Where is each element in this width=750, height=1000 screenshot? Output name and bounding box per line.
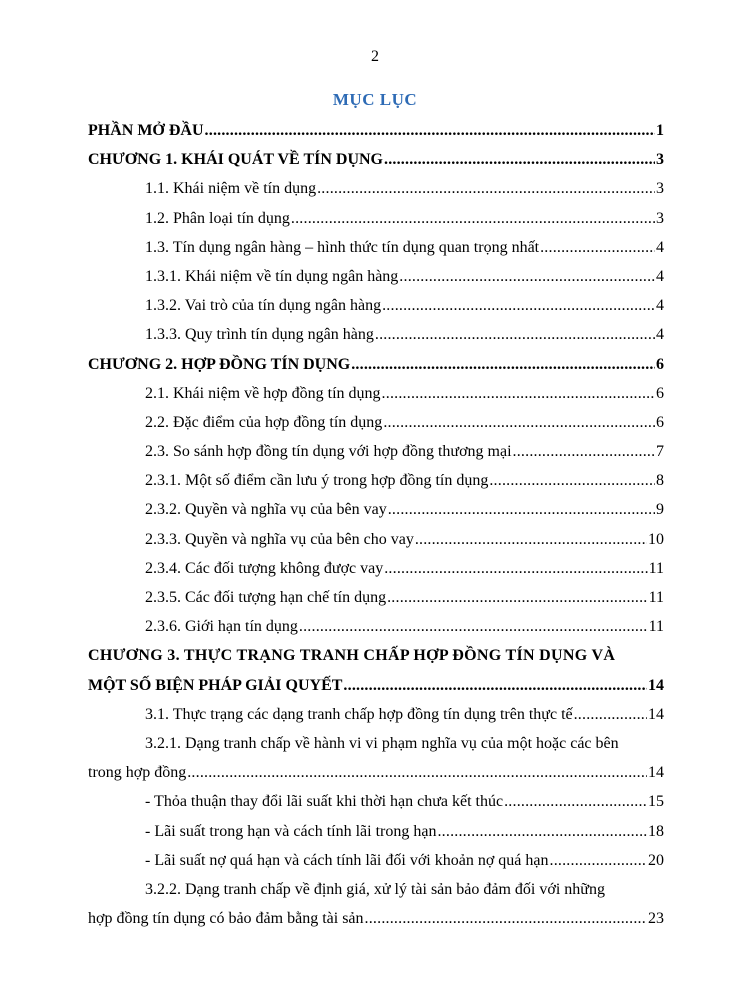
toc-entry-text: 1.2. Phân loại tín dụng: [145, 209, 290, 227]
page-number: 2: [371, 48, 379, 65]
toc-entry-page: 14: [648, 764, 664, 782]
toc-entry-2-3-2[interactable]: [88, 495, 664, 524]
toc-entry-text: - Thỏa thuận thay đổi lãi suất khi thời hạn chưa kết thúc: [145, 793, 504, 811]
toc-entry-page: 6: [656, 384, 664, 402]
dot-leader: [205, 116, 655, 145]
dot-leader: [504, 787, 647, 816]
toc-entry-text: PHẦN MỞ ĐẦU: [88, 122, 204, 139]
toc-entry-2-2[interactable]: [88, 408, 664, 437]
toc-entry-page: 6: [656, 413, 664, 431]
toc-entry-2-3-4[interactable]: [88, 554, 664, 583]
toc-entry-dash-1[interactable]: [88, 787, 664, 816]
dot-leader: [365, 904, 647, 933]
dot-leader: [574, 700, 647, 729]
dot-leader: [343, 671, 647, 700]
toc-entry-page: 8: [656, 472, 664, 490]
toc-entry-1-1[interactable]: [88, 174, 664, 203]
toc-entry-text: 2.2. Đặc điểm của hợp đồng tín dụng: [145, 413, 383, 431]
toc-entry-page: 9: [656, 501, 664, 519]
dot-leader: [382, 379, 655, 408]
dot-leader: [550, 846, 648, 875]
dot-leader: [415, 525, 647, 554]
dot-leader: [437, 817, 647, 846]
toc-entry-page: 14: [648, 705, 664, 723]
toc-entry-page: 4: [656, 297, 664, 315]
toc-entry-3-2-1[interactable]: [88, 758, 664, 787]
toc-entry-page: 4: [656, 238, 664, 256]
toc-entry-chapter-1[interactable]: [88, 145, 664, 174]
toc-title: MỤC LỤC: [332, 90, 418, 109]
toc-entry-text: 2.3.5. Các đối tượng hạn chế tín dụng: [145, 589, 387, 606]
toc-entry-page: 6: [656, 355, 664, 373]
toc-entry-page: 7: [656, 443, 664, 461]
toc-entry-2-3-1[interactable]: [88, 466, 664, 495]
toc-entry-text: CHƯƠNG 1. KHÁI QUÁT VỀ TÍN DỤNG: [88, 151, 383, 169]
toc-entry-text: MỘT SỐ BIỆN PHÁP GIẢI QUYẾT: [88, 676, 343, 694]
toc-entry-text: 1.1. Khái niệm về tín dụng: [145, 180, 317, 198]
toc-entry-page: 15: [648, 793, 664, 811]
dot-leader: [513, 437, 655, 466]
toc-entry-3-1[interactable]: [88, 700, 664, 729]
dot-leader: [382, 291, 655, 320]
toc-entry-2-1[interactable]: [88, 379, 664, 408]
toc-entry-page: 14: [648, 676, 664, 694]
dot-leader: [384, 145, 655, 174]
toc-entry-text: - Lãi suất trong hạn và cách tính lãi trong hạn: [145, 822, 437, 840]
toc-entry-text: 2.3. So sánh hợp đồng tín dụng với hợp đồng thương mại: [145, 443, 512, 461]
dot-leader: [540, 233, 655, 262]
toc-entry-1-3[interactable]: [88, 233, 664, 262]
toc-entry-page: 3: [656, 180, 664, 198]
dot-leader: [388, 495, 655, 524]
toc-entry-text: 2.3.3. Quyền và nghĩa vụ của bên cho vay: [145, 530, 414, 548]
toc-entry-text: trong hợp đồng: [88, 764, 187, 782]
toc-entry-chapter-3[interactable]: [88, 671, 664, 700]
toc-entry-1-2[interactable]: [88, 204, 664, 233]
toc-entry-text: 1.3.3. Quy trình tín dụng ngân hàng: [145, 326, 374, 344]
toc-entry-3-2-1-line1[interactable]: 3.2.1. Dạng tranh chấp về hành vi vi phạm nghĩa vụ của một hoặc các bên: [145, 734, 619, 752]
toc-entry-dash-3[interactable]: [88, 846, 664, 875]
dot-leader: [291, 204, 655, 233]
toc-entry-1-3-2[interactable]: [88, 291, 664, 320]
toc-entry-2-3-3[interactable]: [88, 525, 664, 554]
toc-entry-page: 11: [648, 589, 664, 606]
toc-entry-3-2-2[interactable]: [88, 904, 664, 933]
toc-entry-intro[interactable]: [88, 116, 664, 145]
dot-leader: [399, 262, 655, 291]
toc-entry-2-3[interactable]: [88, 437, 664, 466]
dot-leader: [317, 174, 655, 203]
dot-leader: [489, 466, 655, 495]
toc-entry-page: 4: [656, 267, 664, 285]
toc-entry-page: 1: [656, 122, 664, 139]
toc-entry-dash-2[interactable]: [88, 817, 664, 846]
toc-entry-text: - Lãi suất nợ quá hạn và cách tính lãi đối với khoản nợ quá hạn: [145, 851, 549, 869]
toc-entry-2-3-6[interactable]: [88, 612, 664, 641]
toc-entry-page: 11: [648, 559, 664, 577]
toc-entry-text: 2.3.2. Quyền và nghĩa vụ của bên vay: [145, 501, 387, 519]
toc-entry-text: 2.3.1. Một số điểm cần lưu ý trong hợp đồng tín dụng: [145, 472, 489, 490]
toc-entry-text: 3.1. Thực trạng các dạng tranh chấp hợp đồng tín dụng trên thực tế: [145, 705, 573, 723]
toc-entry-page: 18: [648, 822, 664, 840]
toc-entry-text: 1.3.1. Khái niệm về tín dụng ngân hàng: [145, 267, 399, 285]
toc-entry-1-3-1[interactable]: [88, 262, 664, 291]
toc-entry-page: 11: [648, 618, 664, 636]
toc-entry-page: 20: [648, 851, 664, 869]
toc-entry-3-2-2-line1[interactable]: 3.2.2. Dạng tranh chấp về định giá, xử lý tài sản bảo đảm đối với những: [145, 880, 605, 898]
toc-entry-1-3-3[interactable]: [88, 320, 664, 349]
toc-entry-2-3-5[interactable]: [88, 583, 664, 612]
dot-leader: [187, 758, 647, 787]
toc-entry-text: 2.3.6. Giới hạn tín dụng: [145, 618, 298, 636]
toc-entry-text: 2.1. Khái niệm về hợp đồng tín dụng: [145, 384, 381, 402]
toc-entry-page: 4: [656, 326, 664, 344]
toc-entry-chapter-3-line1[interactable]: CHƯƠNG 3. THỰC TRẠNG TRANH CHẤP HỢP ĐỒNG TÍN DỤNG VÀ: [88, 647, 616, 665]
toc-entry-page: 10: [648, 530, 664, 548]
toc-entry-page: 3: [656, 151, 664, 169]
toc-entry-chapter-2[interactable]: [88, 350, 664, 379]
toc-entry-text: 2.3.4. Các đối tượng không được vay: [145, 559, 384, 577]
toc-entry-text: CHƯƠNG 2. HỢP ĐỒNG TÍN DỤNG: [88, 355, 351, 373]
toc-entry-text: hợp đồng tín dụng có bảo đảm bằng tài sản: [88, 910, 364, 928]
dot-leader: [383, 408, 655, 437]
dot-leader: [299, 612, 648, 641]
dot-leader: [375, 320, 655, 349]
dot-leader: [351, 350, 655, 379]
dot-leader: [387, 583, 648, 612]
table-of-contents: [88, 116, 664, 933]
toc-entry-page: 3: [656, 209, 664, 227]
dot-leader: [384, 554, 647, 583]
toc-entry-page: 23: [648, 910, 664, 928]
toc-entry-text: 1.3.2. Vai trò của tín dụng ngân hàng: [145, 297, 382, 315]
toc-entry-text: 1.3. Tín dụng ngân hàng – hình thức tín dụng quan trọng nhất: [145, 238, 540, 256]
